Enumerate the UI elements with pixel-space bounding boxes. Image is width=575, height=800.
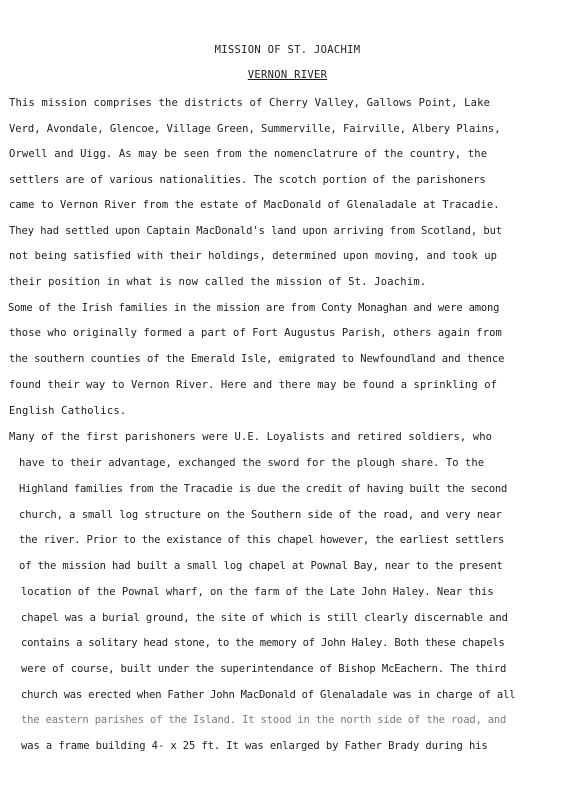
text-line: They had settled upon Captain MacDonald's land upon arriving from Scotland, but [9, 225, 503, 237]
text-line: church was erected when Father John MacDonald of Glenaladale was in charge of all [21, 689, 516, 701]
text-line: the eastern parishes of the Island. It stood in the north side of the road, and [21, 714, 507, 726]
text-line: This mission comprises the districts of Cherry Valley, Gallows Point, Lake [9, 97, 491, 109]
text-line: came to Vernon River from the estate of MacDonald of Glenaladale at Tracadie. [9, 199, 500, 211]
document-subtitle: VERNON RIVER [247, 69, 328, 81]
text-line: English Catholics. [9, 405, 127, 417]
text-line: contains a solitary head stone, to the memory of John Haley. Both these chapels [21, 637, 505, 649]
text-line: of the mission had built a small log chapel at Pownal Bay, near to the present [19, 560, 503, 572]
text-line: church, a small log structure on the Southern side of the road, and very near [19, 509, 502, 521]
text-line: not being satisfied with their holdings, determined upon moving, and took up [9, 250, 498, 262]
text-line: found their way to Vernon River. Here and there may be found a sprinkling of [9, 379, 498, 391]
document-title: MISSION OF ST. JOACHIM [214, 44, 361, 56]
text-line: their position in what is now called the mission of St. Joachim. [9, 276, 427, 288]
text-line: was a frame building 4- x 25 ft. It was enlarged by Father Brady during his [21, 740, 488, 752]
text-line: settlers are of various nationalities. The scotch portion of the parishoners [9, 174, 486, 186]
text-line: Many of the first parishoners were U.E. Loyalists and retired soldiers, who [9, 431, 493, 443]
text-line: the southern counties of the Emerald Isle, emigrated to Newfoundland and thence [9, 353, 505, 365]
text-line: were of course, built under the superintendance of Bishop McEachern. The third [21, 663, 507, 675]
text-line: those who originally formed a part of Fort Augustus Parish, others again from [9, 327, 502, 339]
text-line: Verd, Avondale, Glencoe, Village Green, Summerville, Fairville, Albery Plains, [9, 123, 501, 135]
text-line: Some of the Irish families in the mission are from Conty Monaghan and were among [8, 302, 500, 314]
text-line: have to their advantage, exchanged the sword for the plough share. To the [19, 457, 485, 469]
text-line: the river. Prior to the existance of this chapel however, the earliest settlers [19, 534, 505, 546]
text-line: Highland families from the Tracadie is due the credit of having built the second [19, 483, 508, 495]
text-line: Orwell and Uigg. As may be seen from the nomenclatrure of the country, the [9, 148, 488, 160]
text-line: chapel was a burial ground, the site of which is still clearly discernable and [21, 612, 508, 624]
text-line: location of the Pownal wharf, on the farm of the Late John Haley. Near this [21, 586, 494, 598]
